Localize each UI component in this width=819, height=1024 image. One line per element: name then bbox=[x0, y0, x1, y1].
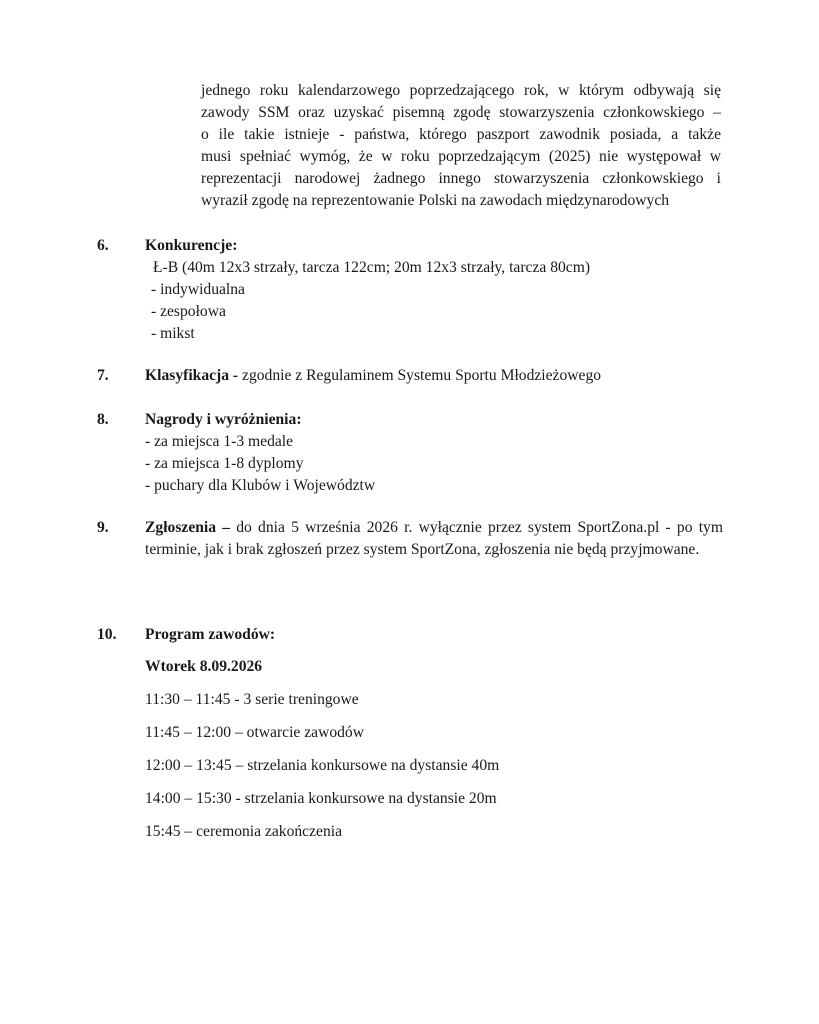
list-item: - za miejsca 1-3 medale bbox=[145, 433, 294, 450]
list-item: - puchary dla Klubów i Województw bbox=[145, 477, 376, 494]
program-item: 14:00 – 15:30 - strzelania konkursowe na dystansie 20m bbox=[145, 790, 497, 807]
section-number: 9. bbox=[97, 519, 109, 536]
section-title: Zgłoszenia – bbox=[145, 519, 231, 536]
section-title: Klasyfikacja - bbox=[145, 367, 239, 384]
intro-paragraph bbox=[201, 80, 721, 212]
list-item: - indywidualna bbox=[151, 281, 245, 298]
intro-line: zawody SSM oraz uzyskać pisemną zgodę stowarzyszenia członkowskiego – bbox=[201, 104, 721, 121]
program-item: 11:30 – 11:45 - 3 serie treningowe bbox=[145, 691, 359, 708]
intro-line: reprezentacji narodowej żadnego innego stowarzyszenia członkowskiego i bbox=[201, 170, 721, 187]
intro-line: o ile takie istnieje - państwa, którego paszport zawodnik posiada, a także bbox=[201, 126, 721, 143]
program-item: 11:45 – 12:00 – otwarcie zawodów bbox=[145, 724, 364, 741]
section-10 bbox=[97, 624, 727, 854]
section-number: 6. bbox=[97, 237, 109, 254]
section-number: 7. bbox=[97, 367, 109, 384]
section-body bbox=[145, 624, 725, 854]
section-number: 10. bbox=[97, 626, 117, 643]
section-text: zgodnie z Regulaminem Systemu Sportu Młodzieżowego bbox=[238, 367, 602, 384]
section-number: 8. bbox=[97, 411, 109, 428]
intro-line: jednego roku kalendarzowego poprzedzającego rok, w którym odbywają się bbox=[201, 82, 721, 99]
section-title: Program zawodów: bbox=[145, 626, 276, 643]
section-body bbox=[145, 235, 725, 345]
section-body bbox=[145, 365, 725, 387]
program-item: 12:00 – 13:45 – strzelania konkursowe na dystansie 40m bbox=[145, 757, 500, 774]
list-item: - mikst bbox=[151, 325, 195, 342]
list-item: - zespołowa bbox=[151, 303, 226, 320]
section-title: Nagrody i wyróżnienia: bbox=[145, 411, 302, 428]
section-body bbox=[145, 409, 725, 497]
program-day: Wtorek 8.09.2026 bbox=[145, 658, 263, 675]
list-item: Ł-B (40m 12x3 strzały, tarcza 122cm; 20m 12x3 strzały, tarcza 80cm) bbox=[153, 259, 591, 276]
section-body bbox=[145, 517, 723, 561]
program-item: 15:45 – ceremonia zakończenia bbox=[145, 823, 342, 840]
section-text: do dnia 5 września 2026 r. wyłącznie przez system SportZona.pl - po tym terminie, jak i brak zgłoszeń przez system SportZona, zgłoszenia nie będą przyjmowane. bbox=[145, 519, 723, 558]
intro-line: wyraził zgodę na reprezentowanie Polski na zawodach międzynarodowych bbox=[201, 192, 670, 209]
list-item: - za miejsca 1-8 dyplomy bbox=[145, 455, 304, 472]
section-title: Konkurencje: bbox=[145, 237, 238, 254]
intro-line: musi spełniać wymóg, że w roku poprzedzającym (2025) nie występował w bbox=[201, 148, 721, 165]
